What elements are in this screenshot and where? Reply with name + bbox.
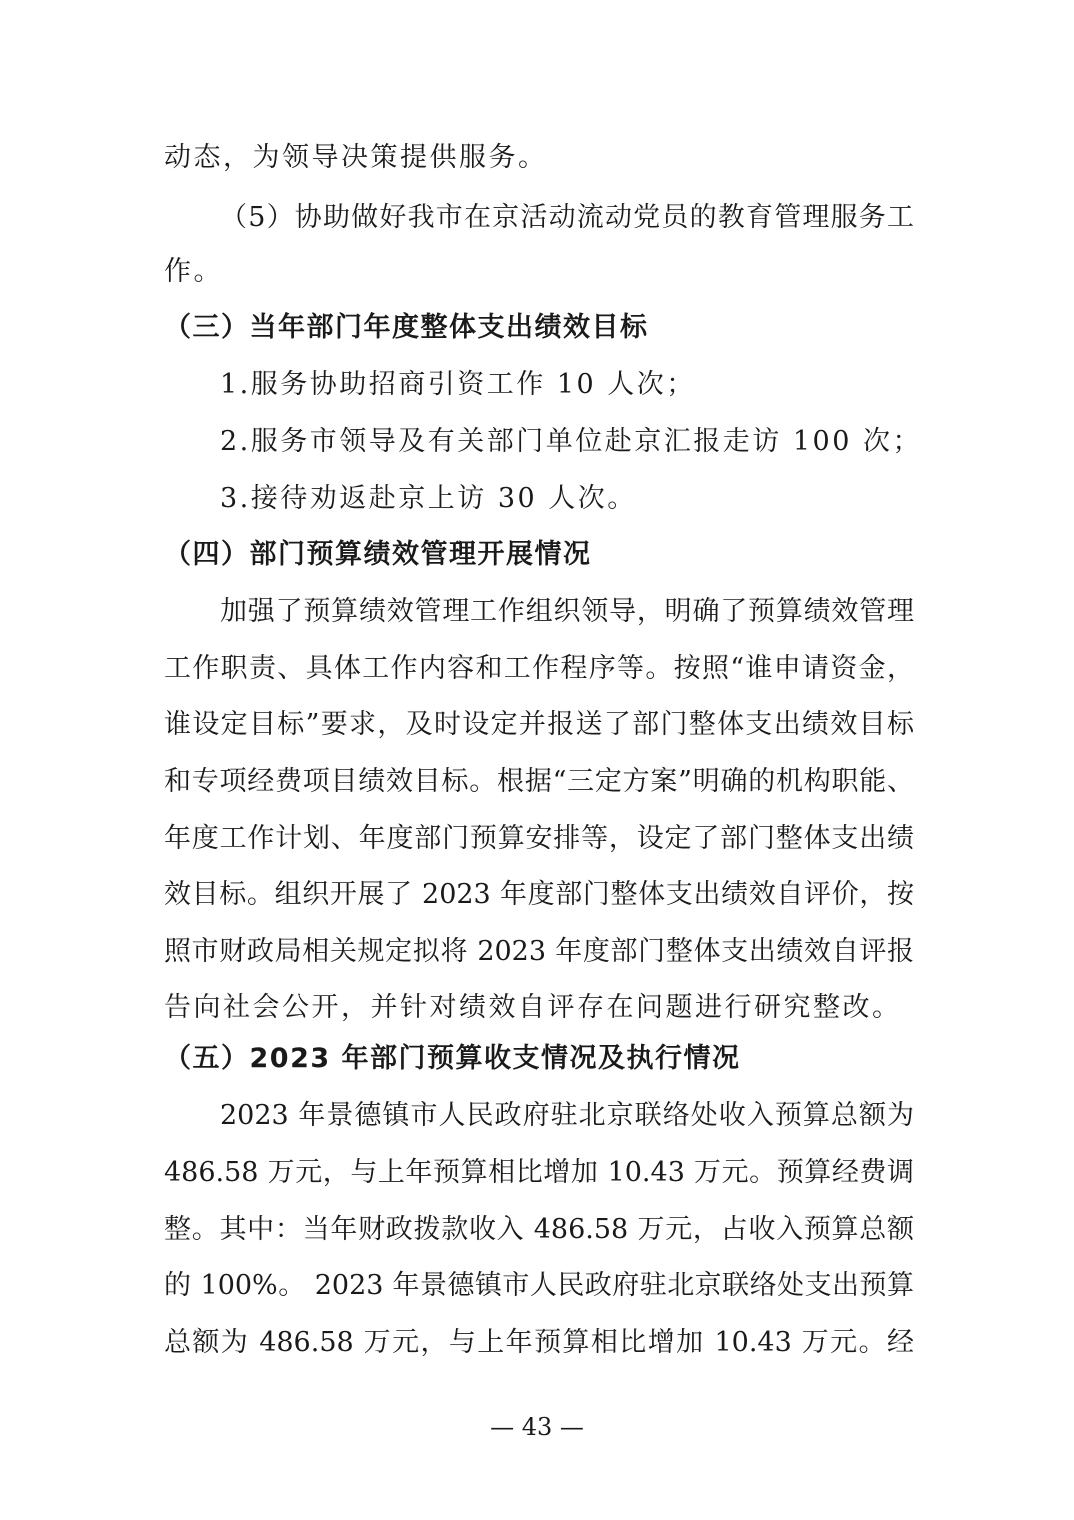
section-heading-5: （五）2023 年部门预算收支情况及执行情况: [164, 1043, 741, 1074]
body-line: 告向社会公开，并针对绩效自评存在问题进行研究整改。: [164, 992, 902, 1023]
list-item: 3.接待劝返赴京上访 30 人次。: [220, 483, 637, 514]
page-number: — 43 —: [490, 1413, 584, 1441]
body-line: 486.58 万元，与上年预算相比增加 10.43 万元。预算经费调: [164, 1157, 914, 1188]
body-line: 整。其中：当年财政拨款收入 486.58 万元，占收入预算总额: [164, 1214, 914, 1245]
body-line: 谁设定目标”要求，及时设定并报送了部门整体支出绩效目标: [164, 709, 914, 740]
body-line: 的 100%。 2023 年景德镇市人民政府驻北京联络处支出预算: [164, 1270, 914, 1301]
body-line: 作。: [164, 256, 223, 287]
body-line: 加强了预算绩效管理工作组织领导，明确了预算绩效管理: [220, 596, 914, 627]
section-heading-4: （四）部门预算绩效管理开展情况: [164, 539, 592, 570]
body-line: 动态，为领导决策提供服务。: [164, 142, 548, 173]
list-item: 1.服务协助招商引资工作 10 人次；: [220, 369, 696, 400]
body-line: 照市财政局相关规定拟将 2023 年度部门整体支出绩效自评报: [164, 936, 914, 967]
body-line: 年度工作计划、年度部门预算安排等，设定了部门整体支出绩: [164, 823, 914, 854]
body-line: 2023 年景德镇市人民政府驻北京联络处收入预算总额为: [220, 1100, 914, 1131]
body-line: 效目标。组织开展了 2023 年度部门整体支出绩效自评价，按: [164, 879, 914, 910]
body-line: 工作职责、具体工作内容和工作程序等。按照“谁申请资金，: [164, 653, 914, 684]
list-item: 2.服务市领导及有关部门单位赴京汇报走访 100 次；: [220, 426, 922, 457]
body-line: 和专项经费项目绩效目标。根据“三定方案”明确的机构职能、: [164, 766, 914, 797]
body-line: （5）协助做好我市在京活动流动党员的教育管理服务工: [220, 202, 914, 233]
section-heading-3: （三）当年部门年度整体支出绩效目标: [164, 312, 649, 343]
body-line: 总额为 486.58 万元，与上年预算相比增加 10.43 万元。经: [164, 1327, 914, 1358]
